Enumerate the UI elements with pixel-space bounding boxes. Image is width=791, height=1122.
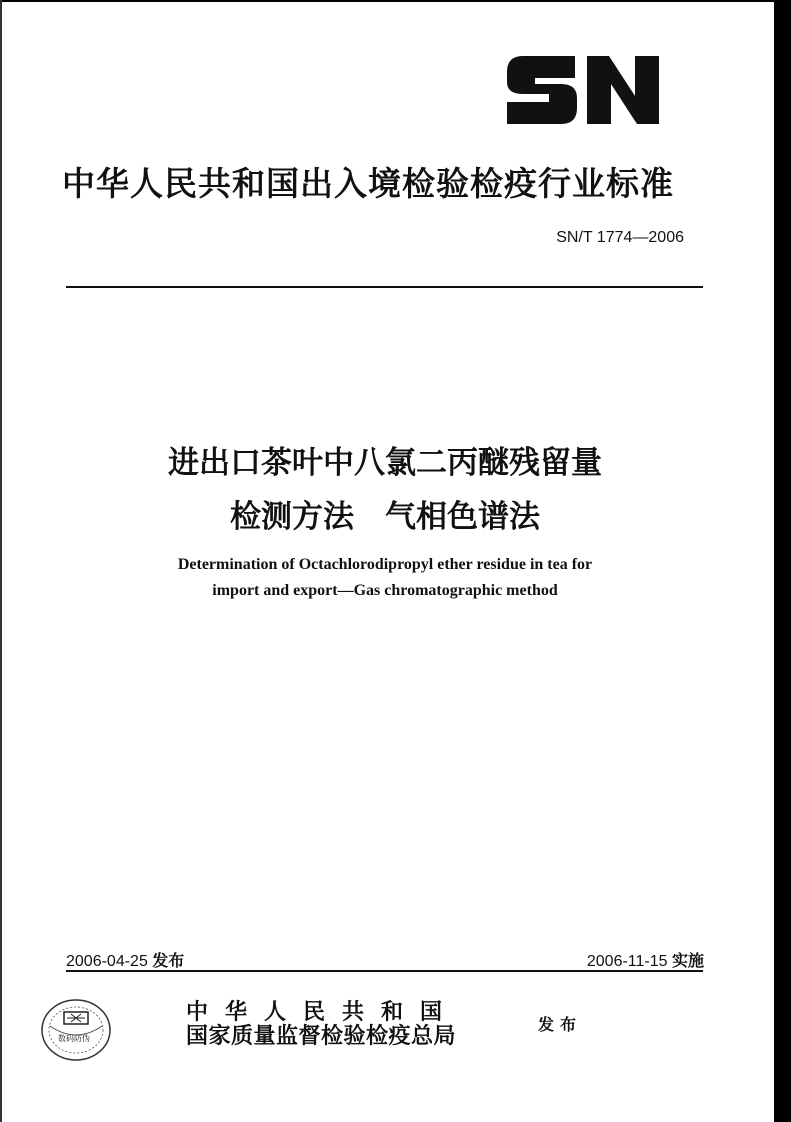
page-border-right	[774, 0, 791, 1122]
issue-date-label: 发布	[152, 951, 185, 970]
chinese-title-line-1: 进出口茶叶中八氯二丙醚残留量	[168, 445, 602, 481]
issue-date-value: 2006-04-25	[66, 953, 148, 970]
publisher-line-1: 中华人民共和国	[186, 999, 460, 1025]
page-border-top	[0, 0, 791, 2]
english-title-line-1: Determination of Octachlorodipropyl ether residue in tea for	[177, 556, 593, 573]
publisher-action: 发布	[538, 1015, 583, 1034]
anti-counterfeit-stamp-icon	[36, 996, 114, 1066]
standard-number: SN/T 1774—2006	[556, 229, 684, 246]
implement-date	[520, 948, 704, 971]
publisher	[186, 1000, 459, 1048]
agency-title: 中华人民共和国出入境检验检疫行业标准	[62, 164, 674, 203]
implement-date-value: 2006-11-15	[586, 953, 668, 970]
publisher-line-2: 国家质量监督检验检疫总局	[186, 1023, 457, 1049]
english-title-line-2: import and export—Gas chromatographic method	[212, 582, 558, 599]
issue-date	[66, 948, 184, 971]
header-divider	[66, 286, 703, 288]
chinese-title	[0, 436, 770, 544]
implement-date-label: 实施	[671, 951, 704, 970]
english-title	[0, 552, 770, 604]
sn-logo-icon	[505, 52, 661, 128]
chinese-title-line-2: 检测方法 气相色谱法	[230, 499, 540, 535]
stamp-label: 数码防伪	[58, 1034, 90, 1043]
footer-divider	[66, 970, 703, 972]
